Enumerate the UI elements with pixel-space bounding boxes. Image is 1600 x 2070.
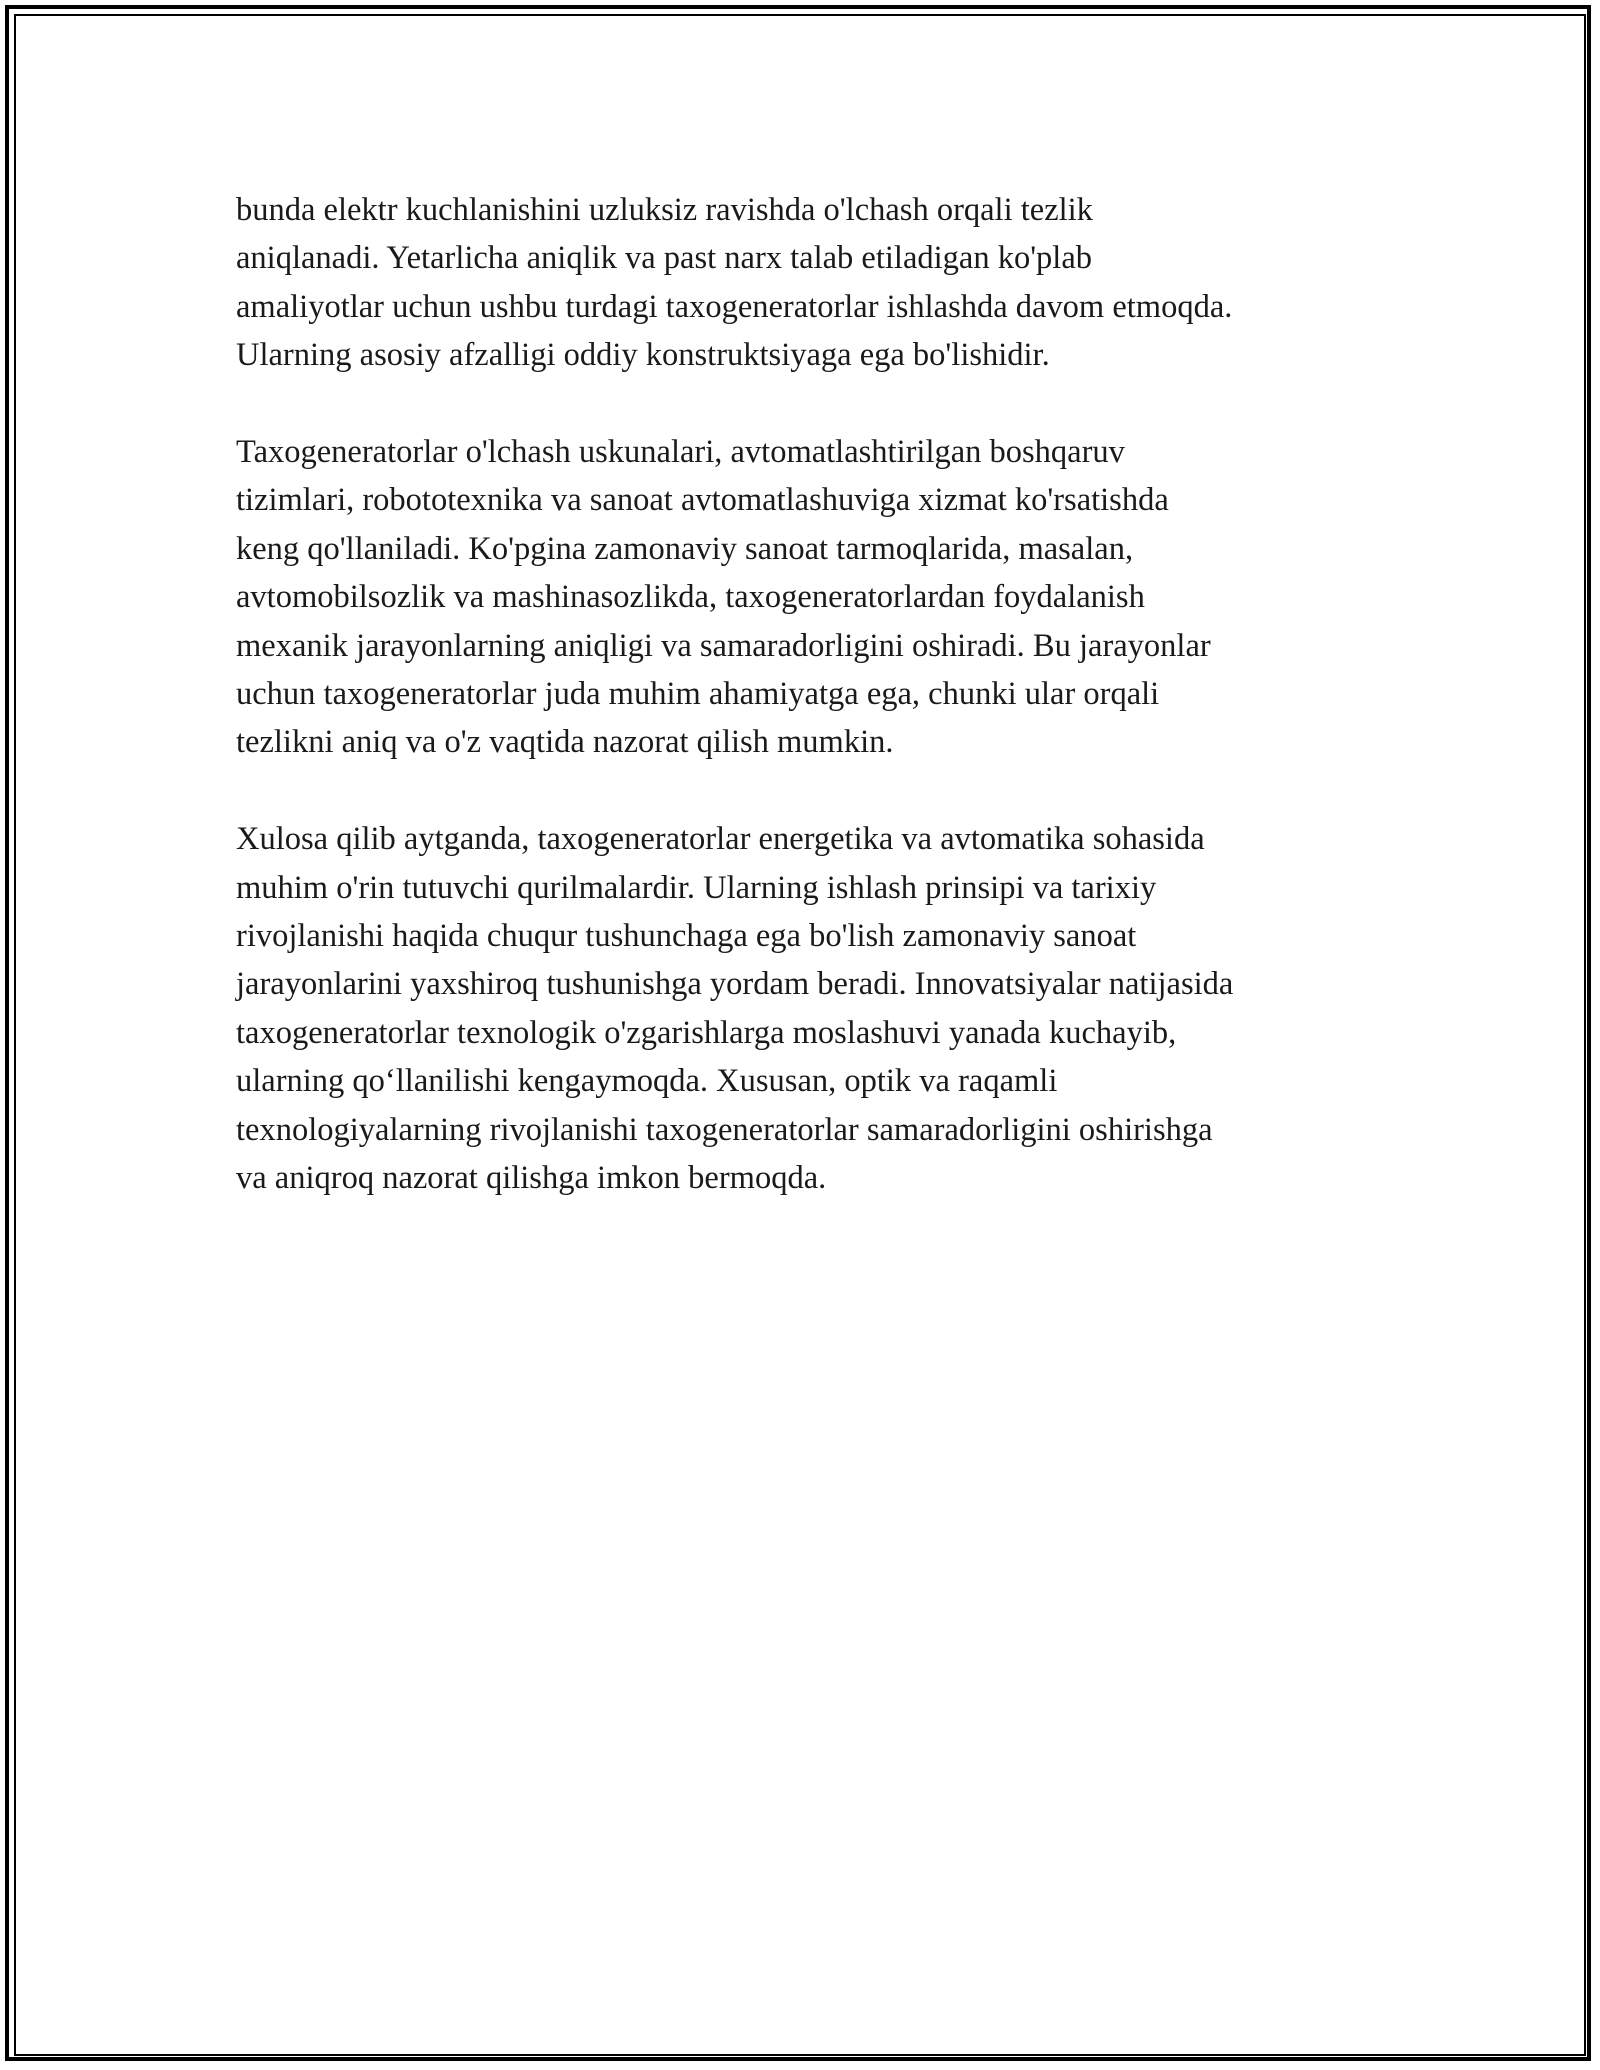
text-line: texnologiyalarning rivojlanishi taxogeneratorlar samaradorligini oshirishga (236, 1111, 1213, 1148)
text-line: bunda elektr kuchlanishini uzluksiz ravishda o'lchash orqali tezlik (236, 192, 1093, 228)
text-line: Taxogeneratorlar o'lchash uskunalari, avtomatlashtirilgan boshqaruv (236, 434, 1125, 471)
text-line: ularning qo‘llanilishi kengaymoqda. Xususan, optik va raqamli (236, 1063, 1058, 1100)
text-line: jarayonlarini yaxshiroq tushunishga yordam beradi. Innovatsiyalar natijasida (236, 966, 1234, 1003)
paragraph-3 (236, 815, 1371, 1202)
text-line: tezlikni aniq va o'z vaqtida nazorat qilish mumkin. (236, 724, 894, 761)
text-line: uchun taxogeneratorlar juda muhim ahamiyatga ega, chunki ular orqali (236, 676, 1160, 713)
text-line: Ularning asosiy afzalligi oddiy konstruktsiyaga ega bo'lishidir. (236, 337, 1050, 374)
text-line: amaliyotlar uchun ushbu turdagi taxogeneratorlar ishlashda davom etmoqda. (236, 288, 1233, 325)
text-line: va aniqroq nazorat qilishga imkon bermoqda. (236, 1160, 827, 1197)
text-line: tizimlari, robototexnika va sanoat avtomatlashuviga xizmat ko'rsatishda (236, 482, 1169, 519)
text-line: taxogeneratorlar texnologik o'zgarishlarga moslashuvi yanada kuchayib, (236, 1014, 1177, 1051)
paragraph-1 (236, 186, 1371, 380)
text-line: keng qo'llaniladi. Ko'pgina zamonaviy sanoat tarmoqlarida, masalan, (236, 530, 1134, 567)
text-line: mexanik jarayonlarning aniqligi va samaradorligini oshiradi. Bu jarayonlar (236, 627, 1211, 664)
text-line: rivojlanishi haqida chuqur tushunchaga ega bo'lish zamonaviy sanoat (236, 918, 1137, 955)
text-line: avtomobilsozlik va mashinasozlikda, taxogeneratorlardan foydalanish (236, 579, 1145, 616)
text-line: muhim o'rin tutuvchi qurilmalardir. Ularning ishlash prinsipi va tarixiy (236, 869, 1157, 906)
text-line: Xulosa qilib aytganda, taxogeneratorlar energetika va avtomatika sohasida (236, 821, 1205, 858)
document-body (236, 186, 1371, 1251)
text-line: aniqlanadi. Yetarlicha aniqlik va past narx talab etiladigan ko'plab (236, 240, 1093, 277)
paragraph-2 (236, 428, 1371, 767)
